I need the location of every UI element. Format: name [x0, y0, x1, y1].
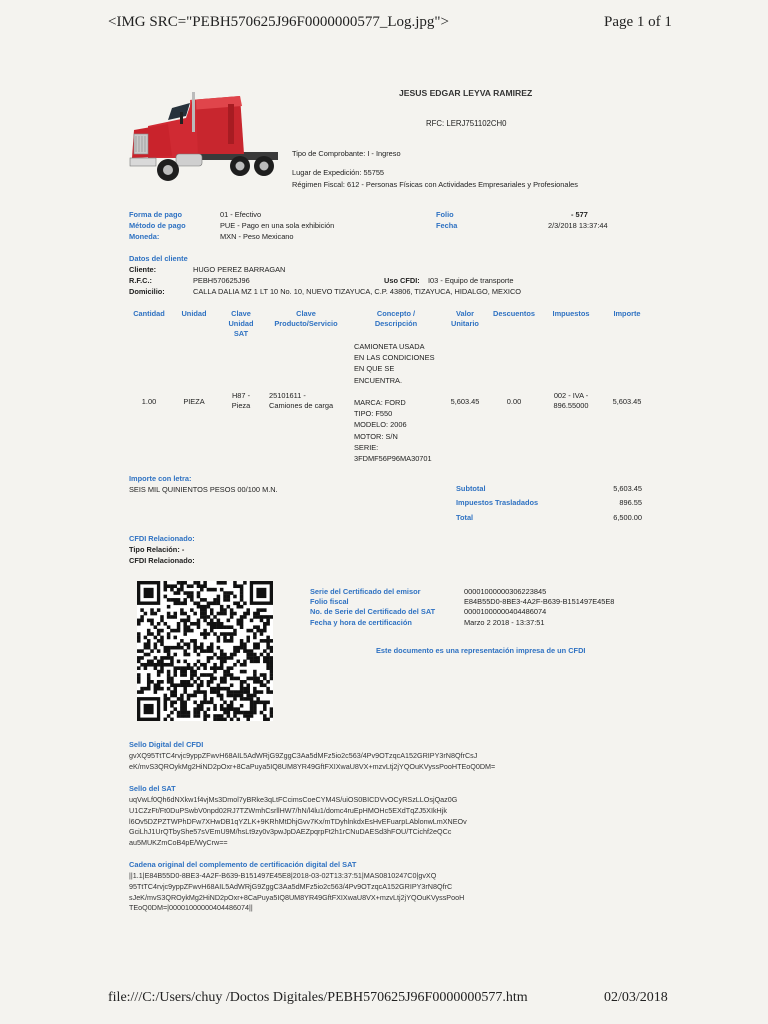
row-clave-producto	[269, 391, 349, 411]
col-header-unidad: Unidad	[181, 309, 207, 318]
row-clave-unidad-line: H87 -	[231, 391, 251, 400]
concepto-line: EN QUE SE	[354, 364, 395, 374]
sello-sat-title: Sello del SAT	[129, 784, 176, 793]
cadena-text	[129, 871, 464, 914]
col-header-valor-unitario	[442, 309, 488, 329]
concepto-line: EN LAS CONDICIONES	[354, 353, 435, 363]
row-impuestos	[546, 391, 596, 411]
sello-sat-line: au5MUKZmCoB4pE/WyCrw==	[129, 838, 228, 848]
concepto-line: TIPO: F550	[354, 409, 393, 419]
cfdi-relacionado-title: CFDI Relacionado:	[129, 534, 195, 543]
issuer-name: JESUS EDGAR LEYVA RAMIREZ	[399, 88, 533, 98]
total-value: 6,500.00	[613, 513, 642, 522]
serie-emisor-value: 00001000000306223845	[464, 587, 547, 596]
row-importe: 5,603.45	[612, 397, 642, 406]
fecha-certificacion-label: Fecha y hora de certificación	[310, 618, 412, 627]
col-header-descuentos: Descuentos	[493, 309, 535, 318]
sello-cfdi-text	[129, 751, 495, 773]
concepto-line: SERIE:	[354, 442, 379, 452]
row-impuestos-line: 896.55000	[553, 401, 589, 410]
client-section-title: Datos del cliente	[129, 254, 188, 263]
folio-fiscal-label: Folio fiscal	[310, 597, 349, 606]
col-header-clave-unidad-line: SAT	[233, 329, 249, 338]
impuestos-trasladados-value: 896.55	[619, 498, 642, 507]
row-clave-unidad	[216, 391, 266, 411]
col-header-clave-unidad-line: Unidad	[228, 319, 254, 328]
col-header-importe: Importe	[613, 309, 641, 318]
row-cantidad: 1.00	[141, 397, 157, 406]
row-valor-unitario: 5,603.45	[450, 397, 480, 406]
col-header-clave-unidad-line: Clave	[231, 309, 251, 318]
sello-sat-line: U1CZzFt/Ft0DuPSwbV0npd02RJ7TZWmhCsrllHW7/hN/l4lu1/domc4ruEpHMOHc5EXdTqZJ5XIkHjk	[129, 805, 447, 815]
subtotal-value: 5,603.45	[613, 484, 642, 493]
sello-sat-line: uqVwLf0Qh6dNXkw1f4vjMs3Dmol7yBRke3qLtFCcimsCoeCYM4S/uiOS0BICDVvOCyRSzLLOsjQaz0G	[129, 795, 458, 804]
folio-fiscal-value: E84B55D0-8BE3-4A2F-B639-B151497E45E8	[464, 597, 615, 606]
fecha-label: Fecha	[436, 221, 458, 230]
row-unidad: PIEZA	[183, 397, 205, 406]
forma-pago-value: 01 - Efectivo	[220, 210, 262, 219]
col-header-concepto-line: Concepto /	[376, 309, 416, 318]
cadena-line: sJeK/mvS3QROykMg2HiND2pOxr+8CaPuya5IQ8UM8YR49GftFXIXwaU8VX+mzvLtj2jYQOuKVyssPooH	[129, 892, 465, 902]
metodo-pago-value: PUE - Pago en una sola exhibición	[220, 221, 335, 230]
print-header-source: <IMG SRC="PEBH570625J96F0000000577_Log.jpg">	[108, 14, 449, 30]
domicilio-value: CALLA DALIA MZ 1 LT 10 No. 10, NUEVO TIZAYUCA, C.P. 43806, TIZAYUCA, HIDALGO, MEXICO	[193, 287, 522, 296]
concepto-line: 3FDMF56P96MA30701	[354, 454, 432, 464]
forma-pago-label: Forma de pago	[129, 210, 182, 219]
metodo-pago-label: Método de pago	[129, 221, 186, 230]
cadena-line: TEoQ0DM=|00001000000404486074||	[129, 903, 253, 913]
row-clave-producto-line: 25101611 -	[269, 391, 306, 400]
client-rfc-label: R.F.C.:	[129, 276, 152, 285]
issuer-rfc: RFC: LERJ751102CH0	[426, 119, 507, 128]
row-impuestos-line: 002 - IVA -	[553, 391, 589, 400]
importe-letra-label: Importe con letra:	[129, 474, 192, 483]
col-header-clave-unidad	[216, 309, 266, 339]
concepto-line: MODELO: 2006	[354, 420, 407, 430]
cadena-title: Cadena original del complemento de certificación digital del SAT	[129, 860, 357, 869]
sello-sat-line: GciLhJ1UrQTbyShe57sVEmU9M/hsLt9zy0v3pwJpDAEZpqrpFt2h1rCNuDAESd3hFOU/TCichf2eQCc	[129, 827, 452, 837]
row-concepto	[354, 341, 444, 464]
representation-note: Este documento es una representación impresa de un CFDI	[376, 646, 586, 655]
row-clave-unidad-line: Pieza	[231, 401, 251, 410]
serie-sat-label: No. de Serie del Certificado del SAT	[310, 607, 436, 616]
cadena-line: ||1.1|E84B55D0-8BE3-4A2F-B639-B151497E45E8|2018-03-02T13:37:51|MAS0810247C0|gvXQ	[129, 871, 437, 880]
cadena-line: 95TtTC4rvjc9yppZFwvH68AIL5AdWRjG9ZggC3Aa5dMFz5io2c563/4Pv9OTzqcA152GRIPY3rN8QfrC	[129, 881, 453, 891]
col-header-valor-unitario-line: Valor	[455, 309, 475, 318]
client-rfc-value: PEBH570625J96	[193, 276, 250, 285]
concepto-line: MARCA: FORD	[354, 398, 406, 407]
sello-cfdi-line: eK/mvS3QROykMg2HiND2pOxr+8CaPuya5IQ8UM8YR49GftFXIXwaU8VX+mzvLtj2jYQOuKVyssPooHTEoQ0DM=	[129, 761, 496, 771]
moneda-value: MXN - Peso Mexicano	[220, 232, 294, 241]
tipo-relacion: Tipo Relación: -	[129, 545, 185, 554]
fecha-value: 2/3/2018 13:37:44	[548, 221, 608, 230]
importe-letra-value: SEIS MIL QUINIENTOS PESOS 00/100 M.N.	[129, 485, 278, 494]
sello-cfdi-line: gvXQ95TtTC4rvjc9yppZFwvH68AIL5AdWRjG9ZggC3Aa5dMFz5io2c563/4Pv9OTzqcA152GRIPY3rN8QfrCsJ	[129, 751, 478, 760]
moneda-label: Moneda:	[129, 232, 160, 241]
cliente-value: HUGO PEREZ BARRAGAN	[193, 265, 286, 274]
row-descuentos: 0.00	[506, 397, 522, 406]
serie-sat-value: 00001000000404486074	[464, 607, 547, 616]
sello-sat-text	[129, 795, 467, 849]
col-header-cantidad: Cantidad	[133, 309, 165, 318]
folio-value: - 577	[571, 210, 588, 219]
print-footer-date: 02/03/2018	[604, 990, 668, 1005]
domicilio-label: Domicilio:	[129, 287, 165, 296]
col-header-valor-unitario-line: Unitario	[451, 319, 479, 328]
subtotal-label: Subtotal	[456, 484, 486, 493]
concepto-line: MOTOR: S/N	[354, 431, 398, 441]
qr-code	[137, 581, 273, 721]
concepto-line: ENCUENTRA.	[354, 375, 403, 385]
uso-cfdi-value: I03 - Equipo de transporte	[428, 276, 514, 285]
col-header-impuestos: Impuestos	[552, 309, 590, 318]
concepto-line: CAMIONETA USADA	[354, 342, 425, 351]
row-clave-producto-line: Camiones de carga	[269, 401, 334, 410]
lugar-expedicion: Lugar de Expedición: 55755	[292, 168, 385, 177]
col-header-clave-producto	[266, 309, 346, 329]
print-footer-path: file:///C:/Users/chuy /Doctos Digitales/PEBH570625J96F0000000577.htm	[108, 990, 528, 1005]
cliente-label: Cliente:	[129, 265, 157, 274]
tipo-comprobante: Tipo de Comprobante: I - Ingreso	[292, 149, 401, 158]
uso-cfdi-label: Uso CFDI:	[384, 276, 420, 285]
serie-emisor-label: Serie del Certificado del emisor	[310, 587, 421, 596]
sello-sat-line: l6Ov5DZPZTWPhDFw7XHwDB1qYZLK+9KRhMtDhjGvv7Kx/mTDyhlnkdxEsHvEFuarpLAblonwLmXNEOv	[129, 816, 467, 826]
impuestos-trasladados-label: Impuestos Trasladados	[456, 498, 539, 507]
regimen-fiscal: Régimen Fiscal: 612 - Personas Físicas con Actividades Empresariales y Profesionales	[292, 180, 578, 189]
col-header-concepto-line: Descripción	[374, 319, 418, 328]
col-header-clave-producto-line: Clave	[296, 309, 316, 318]
truck-logo	[128, 86, 286, 196]
folio-label: Folio	[436, 210, 454, 219]
concepto-line	[354, 386, 444, 397]
fecha-certificacion-value: Marzo 2 2018 - 13:37:51	[464, 618, 545, 627]
col-header-clave-producto-line: Producto/Servicio	[274, 319, 338, 328]
cfdi-relacionado: CFDI Relacionado:	[129, 556, 195, 565]
col-header-concepto	[360, 309, 432, 329]
sello-cfdi-title: Sello Digital del CFDI	[129, 740, 204, 749]
print-header-page: Page 1 of 1	[604, 14, 672, 30]
total-label: Total	[456, 513, 474, 522]
